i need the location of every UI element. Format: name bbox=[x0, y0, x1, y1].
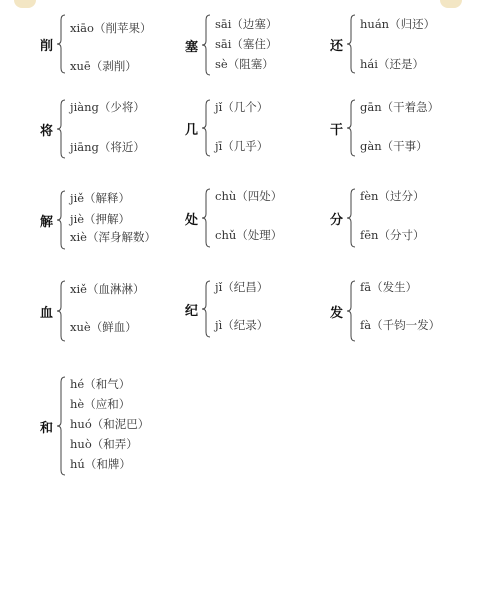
entry-character: 血 bbox=[40, 306, 54, 321]
entry-3 bbox=[330, 14, 465, 86]
reading-line: chù（四处） bbox=[215, 189, 283, 203]
entry-4 bbox=[40, 99, 175, 171]
brace-icon bbox=[56, 14, 66, 74]
entry-character: 处 bbox=[185, 213, 199, 228]
entry-1 bbox=[40, 14, 175, 86]
brace-icon bbox=[201, 99, 211, 157]
reading-line: hé（和气） bbox=[70, 377, 131, 391]
brace-icon bbox=[56, 376, 66, 476]
reading-line: sè（阻塞） bbox=[215, 57, 274, 71]
reading-line: xuē（剥削） bbox=[70, 59, 137, 73]
reading-line: gàn（干事） bbox=[360, 139, 428, 153]
reading-line: huò（和弄） bbox=[70, 437, 138, 451]
brace-icon bbox=[346, 14, 356, 74]
reading-line: hè（应和） bbox=[70, 397, 131, 411]
entry-character: 纪 bbox=[185, 304, 199, 319]
reading-line: huó（和泥巴） bbox=[70, 417, 150, 431]
reading-line: xiě（血淋淋） bbox=[70, 282, 145, 296]
reading-line: xiè（浑身解数） bbox=[70, 230, 156, 244]
entry-2 bbox=[185, 14, 320, 88]
brace-icon bbox=[56, 99, 66, 159]
brace-icon bbox=[201, 188, 211, 248]
reading-line: gān（干着急） bbox=[360, 100, 440, 114]
entry-character: 削 bbox=[40, 39, 54, 54]
entry-character: 还 bbox=[330, 39, 344, 54]
reading-line: jì（纪录） bbox=[215, 318, 269, 332]
entry-6 bbox=[330, 99, 465, 169]
reading-line: sāi（塞住） bbox=[215, 37, 278, 51]
entry-character: 几 bbox=[185, 123, 199, 138]
entry-character: 将 bbox=[40, 124, 54, 139]
entry-10 bbox=[40, 280, 175, 354]
entry-character: 和 bbox=[40, 421, 54, 436]
reading-line: jǐ（纪昌） bbox=[215, 280, 269, 294]
entry-character: 解 bbox=[40, 215, 54, 230]
entry-5 bbox=[185, 99, 320, 169]
brace-icon bbox=[346, 188, 356, 248]
brace-icon bbox=[201, 14, 211, 76]
reading-line: jiě（解释） bbox=[70, 191, 131, 205]
reading-line: fā（发生） bbox=[360, 280, 418, 294]
brace-icon bbox=[346, 99, 356, 157]
brace-icon bbox=[201, 280, 211, 338]
entry-11 bbox=[185, 280, 320, 350]
entry-8 bbox=[185, 188, 320, 260]
entry-12 bbox=[330, 280, 465, 354]
entry-character: 分 bbox=[330, 213, 344, 228]
brace-icon bbox=[56, 280, 66, 342]
reading-line: jiàng（少将） bbox=[70, 100, 145, 114]
brace-icon bbox=[56, 190, 66, 250]
brace-icon bbox=[346, 280, 356, 342]
corner-ornament-right bbox=[440, 0, 462, 8]
reading-line: fēn（分寸） bbox=[360, 228, 425, 242]
corner-ornament-left bbox=[14, 0, 36, 8]
reading-line: chǔ（处理） bbox=[215, 228, 283, 242]
reading-line: jǐ（几个） bbox=[215, 100, 269, 114]
reading-line: hái（还是） bbox=[360, 57, 424, 71]
reading-line: fà（千钧一发） bbox=[360, 318, 441, 332]
reading-line: sāi（边塞） bbox=[215, 17, 278, 31]
reading-line: hú（和牌） bbox=[70, 457, 131, 471]
reading-line: jiāng（将近） bbox=[70, 140, 145, 154]
entry-character: 塞 bbox=[185, 40, 199, 55]
reading-line: xiāo（削苹果） bbox=[70, 21, 152, 35]
entry-9 bbox=[330, 188, 465, 260]
entry-7 bbox=[40, 190, 175, 262]
entry-13 bbox=[40, 376, 175, 488]
reading-line: fèn（过分） bbox=[360, 189, 425, 203]
entry-character: 发 bbox=[330, 306, 344, 321]
reading-line: jī（几乎） bbox=[215, 139, 269, 153]
entry-character: 干 bbox=[330, 123, 344, 138]
reading-line: huán（归还） bbox=[360, 17, 436, 31]
reading-line: xuè（鲜血） bbox=[70, 320, 137, 334]
reading-line: jiè（押解） bbox=[70, 212, 131, 226]
